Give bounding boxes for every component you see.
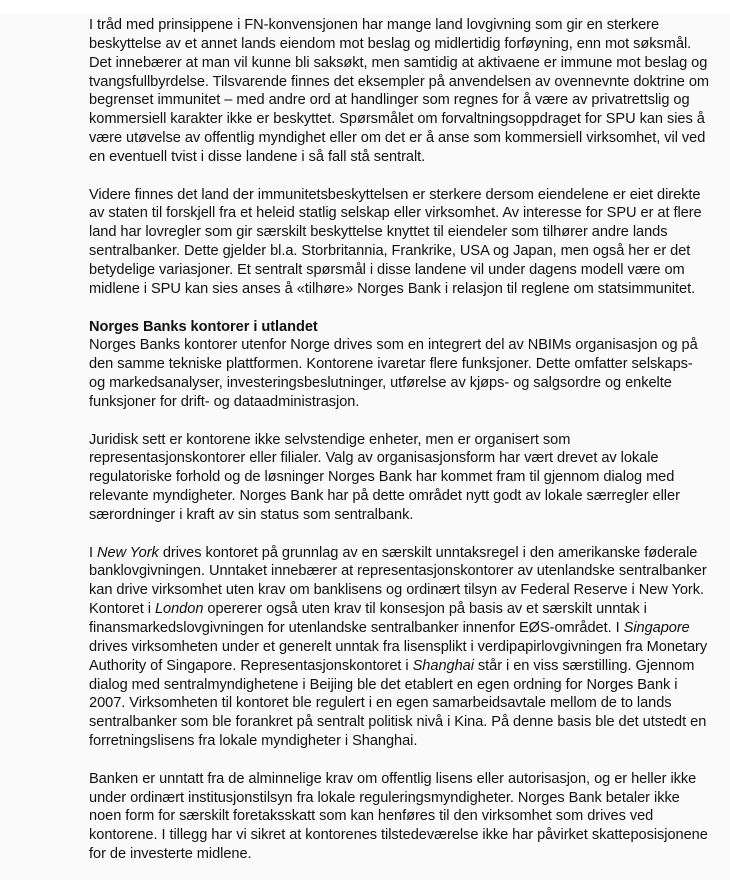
text-run: I	[89, 544, 98, 561]
text-run: drives kontoret på grunnlag av en særskilt unntaksregel i den amerikanske føderale banklovgivningen. Unntaket innebærer at representasjonskontorer av utenlandske sentralbanker kan drive virksomhet uten krav om banklisens og ordinært tilsyn av Federal Reserve i New York. Kontoret i	[89, 544, 707, 618]
paragraph-central-bank-protection: Videre finnes det land der immunitetsbeskyttelsen er sterkere dersom eiendelene er eiet direkte av staten til forskjell fra et heleid statlig selskap eller virksomhet. Av interesse for SPU er at flere land har lovregler som gir særskilt beskyttelse knyttet til eiendeler som tilhører andre lands sentralbanker. Dette gjelder bl.a. Storbritannia, Frankrike, USA og Japan, men også her er det betydelige variasjoner. Et sentralt spørsmål i disse landene vil under dagens modell være om midlene i SPU kan sies anses å «tilhøre» Norges Bank i relasjon til reglene om statsimmunitet.	[89, 186, 702, 297]
paragraph-immunity-seizure: I tråd med prinsippene i FN-konvensjonen har mange land lovgivning som gir en sterkere beskyttelse av et annet lands eiendom mot beslag og midlertidig forføyning, enn mot søksmål. Det innebærer at man vil kunne bli saksøkt, men samtidig at aktivaene er immune mot beslag og tvangsfullbyrdelse. Tilsvarende finnes det eksempler på anvendelsen av ovennevnte doktrine om begrenset immunitet – med andre ord at handlinger som regnes for å være av privatrettslig og kommersiell karakter ikke er beskyttet. Spørsmålet om forvaltningsoppdraget for SPU kan sies å være utøvelse av offentlig myndighet eller om det er å anse som kommersiell virksomhet, vil ved en eventuell tvist i disse landene i så fall stå sentralt.	[89, 17, 710, 165]
section-heading-foreign-offices: Norges Banks kontorer i utlandet	[89, 318, 318, 335]
paragraph-offices-by-city	[89, 544, 709, 751]
document-page	[0, 14, 730, 880]
city-new-york: New York	[97, 544, 159, 561]
city-shanghai: Shanghai	[412, 657, 474, 674]
document-content	[89, 16, 709, 864]
paragraph-offices-legal-form: Juridisk sett er kontorene ikke selvstendige enheter, men er organisert som representasjonskontorer eller filialer. Valg av organisasjonsform har vært drevet av lokale regulatoriske forhold og de løsninger Norges Bank har kommet fram til gjennom dialog med relevante myndigheter. Norges Bank har på dette området nytt godt av lokale særregler eller særordninger i kraft av sin status som sentralbank.	[89, 431, 680, 523]
text-run: drives virksomheten under et generelt unntak fra lisensplikt i verdipapirlovgivningen fra Monetary Authority of Singapore. Representasjonskontoret i	[89, 638, 708, 674]
city-singapore: Singapore	[623, 620, 690, 636]
city-london: London	[154, 601, 204, 618]
paragraph-offices-integration: Norges Banks kontorer utenfor Norge drives som en integrert del av NBIMs organisasjon og på den samme tekniske plattformen. Kontorene ivaretar flere funksjoner. Dette omfatter selskaps- og markedsanalyser, investeringsbeslutninger, utførelse av kjøps- og salgsordre og enkelte funksjoner for drift- og dataadministrasjon.	[89, 337, 698, 410]
text-run: står i en viss særstilling. Gjennom dialog med sentralmyndighetene i Beijing ble det etablert en egen ordning for Norges Bank i 2007. Virksomheten til kontoret ble regulert i en egen samarbeidsavtale mellom de to lands sentralbanker som ble forankret på sentralt politisk nivå i Kina. På denne basis ble det utstedt en forretningslisens fra lokale myndigheter i Shanghai.	[89, 657, 707, 750]
text-run: opererer også uten krav til konsesjon på basis av et særskilt unntak i finansmarkedslovgivningen for utenlandske sentralbanker innenfor EØS-området. I	[89, 601, 647, 636]
paragraph-offices-tax-exemption: Banken er unntatt fra de alminnelige krav om offentlig lisens eller autorisasjon, og er heller ikke under ordinært institusjonstilsyn fra lokale reguleringsmyndigheter. Norges Bank betaler ikke noen form for særskilt foretaksskatt som kan henføres til den virksomhet som drives ved kontorene. I tillegg har vi sikret at kontorenes tilstedeværelse ikke har påvirket skatteposisjonene for de investerte midlene.	[89, 770, 708, 863]
